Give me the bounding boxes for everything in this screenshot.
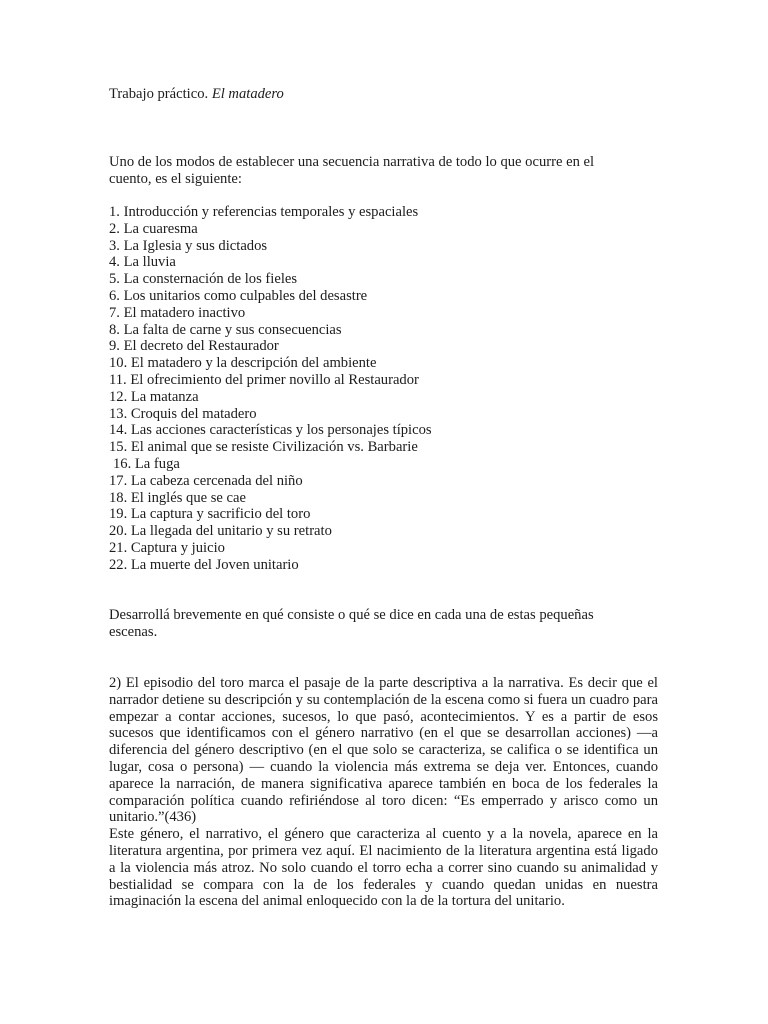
essay-paragraph-1: 2) El episodio del toro marca el pasaje de la parte descriptiva a la narrativa. Es decir que el narrador detiene su descripción y su contemplación de la escena como si fuera un cuadro para empezar a contar acciones, sucesos, lo que pasó, acontecimientos. Y es a partir de esos sucesos que identificamos con el género narrativo (en el que se desarrollan acciones) —a diferencia del género descriptivo (en el que solo se caracteriza, se califica o se identifica un lugar, cosa o persona) — cuando la violencia más extrema se deja ver. Entonces, cuando aparece la narración, de manera significativa aparece también en boca de los federales la comparación política cuando refiriéndose al toro dicen: “Es emperrado y arisco como un unitario.”(436)	[109, 675, 658, 826]
title-prefix: Trabajo práctico.	[109, 86, 212, 102]
list-item: 19. La captura y sacrificio del toro	[109, 506, 311, 523]
list-item: 22. La muerte del Joven unitario	[109, 556, 299, 573]
document-title	[109, 86, 284, 103]
list-item: 14. Las acciones características y los personajes típicos	[109, 422, 432, 439]
list-item: 15. El animal que se resiste Civilización vs. Barbarie	[109, 439, 418, 456]
list-item: 12. La matanza	[109, 388, 199, 405]
list-item: 1. Introducción y referencias temporales y espaciales	[109, 204, 419, 220]
list-item: 2. La cuaresma	[109, 220, 198, 237]
list-item: 7. El matadero inactivo	[109, 304, 246, 321]
list-item: 21. Captura y juicio	[109, 539, 225, 556]
list-item: 8. La falta de carne y sus consecuencias	[109, 321, 342, 338]
intro-paragraph: Uno de los modos de establecer una secuencia narrativa de todo lo que ocurre en el cuento, es el siguiente:	[109, 154, 595, 187]
narrative-sequence-list	[109, 204, 432, 574]
title-work: El matadero	[211, 86, 284, 102]
list-item: 4. La lluvia	[109, 254, 176, 271]
list-item: 20. La llegada del unitario y su retrato	[109, 523, 332, 540]
essay-answer	[109, 675, 658, 910]
list-item: 6. Los unitarios como culpables del desastre	[109, 287, 368, 304]
list-item: 11. El ofrecimiento del primer novillo al Restaurador	[109, 371, 419, 388]
list-item: 5. La consternación de los fieles	[109, 271, 298, 288]
list-item: 17. La cabeza cercenada del niño	[109, 472, 303, 489]
list-item: 9. El decreto del Restaurador	[109, 338, 279, 355]
list-item: 3. La Iglesia y sus dictados	[109, 237, 268, 254]
instruction-paragraph: Desarrollá brevemente en qué consiste o qué se dice en cada una de estas pequeñas escenas.	[109, 607, 594, 640]
essay-paragraph-2: Este género, el narrativo, el género que caracteriza al cuento y a la novela, aparece en la literatura argentina, por primera vez aquí. El nacimiento de la literatura argentina está ligado a la violencia más atroz. No solo cuando el torro echa a correr sino cuando su animalidad y bestialidad se compara con la de los federales y cuando quedan unidas en nuestra imaginación la escena del animal enloquecido con la de la tortura del unitario.	[109, 826, 658, 910]
list-item: 16. La fuga	[113, 455, 180, 472]
list-item: 18. El inglés que se cae	[109, 489, 246, 506]
list-item: 13. Croquis del matadero	[109, 405, 257, 422]
list-item: 10. El matadero y la descripción del ambiente	[109, 355, 377, 372]
